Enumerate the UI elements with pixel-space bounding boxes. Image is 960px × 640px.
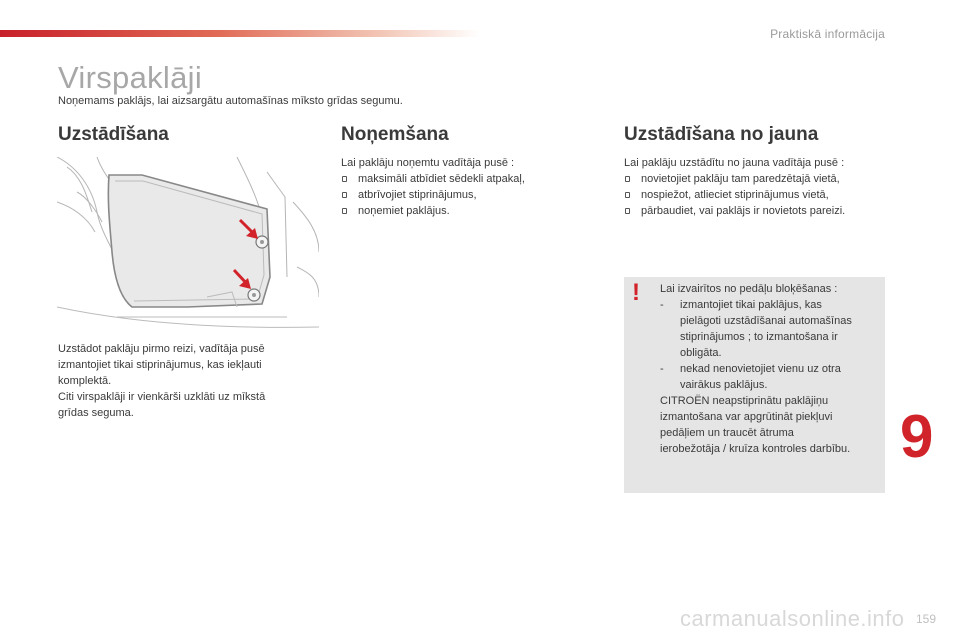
heading-removal: Noņemšana: [341, 124, 449, 145]
reinstallation-step: pārbaudiet, vai paklājs ir novietots pareizi.: [624, 203, 884, 219]
removal-step: maksimāli atbīdiet sēdekli atpakaļ,: [341, 171, 581, 187]
installation-line: komplektā.: [58, 375, 112, 387]
warning-item: - nekad nenovietojiet vienu uz otra vairākus paklājus.: [660, 363, 841, 391]
heading-installation: Uzstādīšana: [58, 124, 169, 145]
installation-line: izmantojiet tikai stiprinājumus, kas iekļauti: [58, 359, 262, 371]
chapter-number: 9: [900, 403, 934, 470]
installation-line: grīdas seguma.: [58, 407, 134, 419]
reinstallation-step: novietojiet paklāju tam paredzētajā vietā,: [624, 171, 884, 187]
removal-step: noņemiet paklājus.: [341, 203, 581, 219]
watermark: carmanualsonline.info: [680, 606, 905, 631]
removal-intro: Lai paklāju noņemtu vadītāja pusē :: [341, 157, 515, 169]
mat-fastener-lower: [248, 289, 260, 301]
warning-intro: Lai izvairītos no pedāļu bloķēšanas :: [660, 283, 838, 295]
installation-text: [58, 341, 308, 421]
warning-item: - izmantojiet tikai paklājus, kas pielāgoti uzstādīšanai automašīnas stiprinājumos ; to izmantošana ir obligāta.: [660, 299, 852, 359]
warning-outro: CITROËN neapstiprinātu paklājiņu: [660, 395, 829, 407]
dash-mark: -: [660, 363, 664, 375]
page-title: Virspaklāji: [58, 60, 203, 95]
warning-outro: pedāļiem un traucēt ātruma: [660, 427, 794, 439]
warning-text: [660, 281, 884, 457]
removal-text: [341, 155, 581, 219]
header-accent-bar: [0, 30, 480, 37]
reinstallation-intro: Lai paklāju uzstādītu no jauna vadītāja pusē :: [624, 157, 845, 169]
section-header: Praktiskā informācija: [770, 27, 885, 41]
reinstallation-text: [624, 155, 884, 219]
dash-mark: -: [660, 299, 664, 311]
warning-outro: izmantošana var apgrūtināt piekļuvi: [660, 411, 833, 423]
installation-line: Uzstādot paklāju pirmo reizi, vadītāja pusē: [58, 343, 265, 355]
removal-step: atbrīvojiet stiprinājumus,: [341, 187, 581, 203]
floor-mat-illustration: [57, 157, 319, 330]
warning-icon: !: [632, 279, 640, 306]
page-subtitle: Noņemams paklājs, lai aizsargātu automašīnas mīksto grīdas segumu.: [58, 95, 403, 107]
reinstallation-step: nospiežot, atlieciet stiprinājumus vietā,: [624, 187, 884, 203]
mat-fastener-upper: [256, 236, 268, 248]
installation-line: Citi virspaklāji ir vienkārši uzklāti uz mīkstā: [58, 391, 266, 403]
page-number: 159: [916, 612, 937, 626]
warning-outro: ierobežotāja / kruīza kontroles darbību.: [660, 443, 851, 455]
heading-reinstallation: Uzstādīšana no jauna: [624, 124, 819, 145]
